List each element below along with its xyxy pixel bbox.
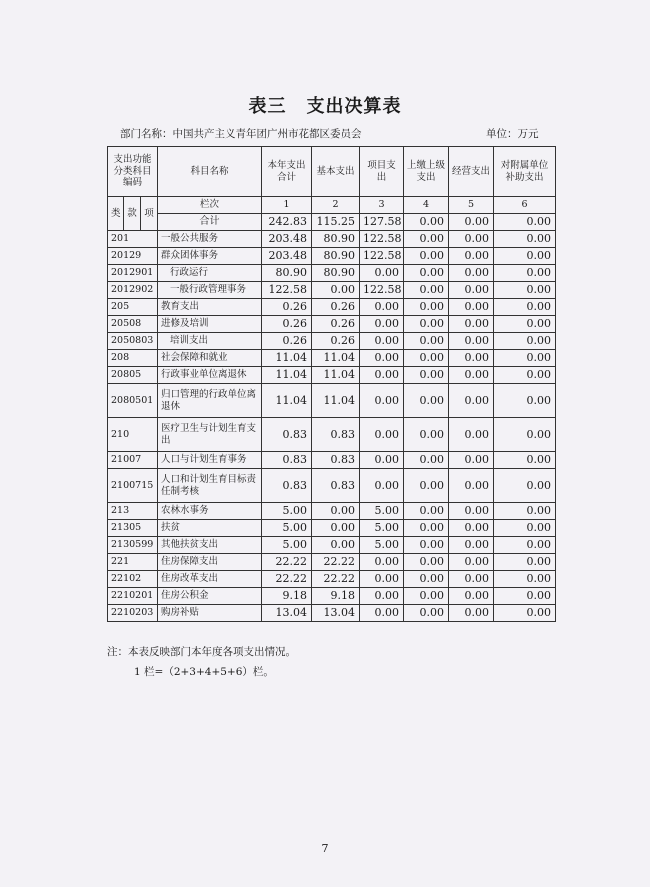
header-project: 项目支出 bbox=[360, 147, 404, 197]
col-number: 4 bbox=[404, 197, 449, 214]
row-code: 21007 bbox=[108, 452, 158, 469]
row-value: 0.00 bbox=[449, 418, 494, 452]
row-name: 人口和计划生育目标责任制考核 bbox=[158, 469, 262, 503]
row-value: 0.00 bbox=[360, 554, 404, 571]
row-value: 0.00 bbox=[404, 537, 449, 554]
row-code: 2012901 bbox=[108, 265, 158, 282]
row-value: 80.90 bbox=[312, 231, 360, 248]
row-value: 0.00 bbox=[494, 367, 556, 384]
table-row bbox=[108, 520, 556, 537]
title-table-number: 表三 bbox=[248, 96, 287, 117]
row-name: 扶贫 bbox=[158, 520, 262, 537]
row-value: 0.26 bbox=[262, 316, 312, 333]
table-row bbox=[108, 299, 556, 316]
row-value: 0.00 bbox=[494, 333, 556, 350]
row-value: 11.04 bbox=[312, 384, 360, 418]
row-value: 0.26 bbox=[312, 333, 360, 350]
row-value: 0.00 bbox=[404, 316, 449, 333]
column-number-row bbox=[108, 197, 556, 214]
row-value: 0.00 bbox=[360, 367, 404, 384]
row-code: 2050803 bbox=[108, 333, 158, 350]
row-value: 0.00 bbox=[312, 282, 360, 299]
label-kuan: 款 bbox=[124, 197, 141, 231]
row-value: 0.00 bbox=[449, 469, 494, 503]
table-row bbox=[108, 571, 556, 588]
row-value: 0.00 bbox=[449, 333, 494, 350]
row-value: 80.90 bbox=[262, 265, 312, 282]
header-total: 本年支出合计 bbox=[262, 147, 312, 197]
header-basic: 基本支出 bbox=[312, 147, 360, 197]
row-name: 医疗卫生与计划生育支出 bbox=[158, 418, 262, 452]
row-value: 0.00 bbox=[494, 316, 556, 333]
row-value: 0.00 bbox=[360, 588, 404, 605]
row-value: 5.00 bbox=[360, 537, 404, 554]
row-value: 0.00 bbox=[360, 333, 404, 350]
row-value: 0.00 bbox=[360, 418, 404, 452]
row-value: 0.00 bbox=[360, 350, 404, 367]
row-code: 2210203 bbox=[108, 605, 158, 622]
row-name: 归口管理的行政单位离退休 bbox=[158, 384, 262, 418]
table-row bbox=[108, 316, 556, 333]
row-value: 0.00 bbox=[360, 265, 404, 282]
row-value: 22.22 bbox=[312, 571, 360, 588]
row-value: 0.00 bbox=[494, 588, 556, 605]
total-cell: 0.00 bbox=[494, 214, 556, 231]
row-name: 住房公积金 bbox=[158, 588, 262, 605]
row-name: 一般行政管理事务 bbox=[158, 282, 262, 299]
row-value: 22.22 bbox=[312, 554, 360, 571]
row-value: 122.58 bbox=[360, 248, 404, 265]
row-value: 0.00 bbox=[404, 503, 449, 520]
row-value: 0.00 bbox=[404, 248, 449, 265]
table-row bbox=[108, 588, 556, 605]
row-name: 住房改革支出 bbox=[158, 571, 262, 588]
row-value: 0.00 bbox=[494, 248, 556, 265]
total-row bbox=[108, 214, 556, 231]
row-value: 0.00 bbox=[494, 520, 556, 537]
row-name: 一般公共服务 bbox=[158, 231, 262, 248]
row-value: 80.90 bbox=[312, 248, 360, 265]
row-value: 0.00 bbox=[494, 282, 556, 299]
row-value: 0.00 bbox=[494, 554, 556, 571]
row-value: 0.00 bbox=[360, 571, 404, 588]
row-name: 培训支出 bbox=[158, 333, 262, 350]
row-code: 205 bbox=[108, 299, 158, 316]
row-value: 0.00 bbox=[494, 350, 556, 367]
table-row bbox=[108, 248, 556, 265]
header-subsidy: 对附属单位补助支出 bbox=[494, 147, 556, 197]
row-code: 210 bbox=[108, 418, 158, 452]
row-value: 11.04 bbox=[262, 367, 312, 384]
table-row bbox=[108, 265, 556, 282]
row-name: 教育支出 bbox=[158, 299, 262, 316]
row-value: 0.00 bbox=[449, 537, 494, 554]
row-name: 住房保障支出 bbox=[158, 554, 262, 571]
row-value: 80.90 bbox=[312, 265, 360, 282]
row-value: 0.00 bbox=[449, 231, 494, 248]
header-upper: 上缴上级支出 bbox=[404, 147, 449, 197]
total-cell: 115.25 bbox=[312, 214, 360, 231]
row-value: 0.00 bbox=[449, 588, 494, 605]
formula-text: 1 栏=（2+3+4+5+6）栏。 bbox=[134, 666, 274, 678]
row-value: 0.00 bbox=[312, 537, 360, 554]
unit-label: 单位：万元 bbox=[486, 128, 539, 140]
row-value: 0.00 bbox=[449, 316, 494, 333]
row-value: 0.00 bbox=[404, 418, 449, 452]
row-value: 0.00 bbox=[494, 571, 556, 588]
row-code: 2012902 bbox=[108, 282, 158, 299]
row-value: 0.00 bbox=[404, 350, 449, 367]
row-value: 0.00 bbox=[449, 554, 494, 571]
label-lei: 类 bbox=[108, 197, 124, 231]
row-value: 0.00 bbox=[404, 571, 449, 588]
row-name: 群众团体事务 bbox=[158, 248, 262, 265]
row-value: 11.04 bbox=[312, 367, 360, 384]
total-cell: 0.00 bbox=[404, 214, 449, 231]
label-lanci: 栏次 bbox=[158, 197, 262, 214]
row-value: 5.00 bbox=[360, 503, 404, 520]
title-table-name: 支出决算表 bbox=[306, 96, 402, 117]
row-name: 社会保障和就业 bbox=[158, 350, 262, 367]
row-value: 0.00 bbox=[449, 282, 494, 299]
row-value: 0.00 bbox=[449, 265, 494, 282]
total-cell: 0.00 bbox=[449, 214, 494, 231]
row-code: 208 bbox=[108, 350, 158, 367]
row-value: 122.58 bbox=[360, 231, 404, 248]
row-value: 0.00 bbox=[449, 503, 494, 520]
row-value: 0.00 bbox=[312, 520, 360, 537]
row-value: 0.00 bbox=[312, 503, 360, 520]
header-row bbox=[108, 147, 556, 197]
total-cell: 127.58 bbox=[360, 214, 404, 231]
row-value: 0.00 bbox=[449, 350, 494, 367]
row-code: 213 bbox=[108, 503, 158, 520]
row-value: 0.00 bbox=[360, 605, 404, 622]
row-value: 0.00 bbox=[494, 231, 556, 248]
note-text: 注：本表反映部门本年度各项支出情况。 bbox=[107, 646, 296, 658]
row-value: 22.22 bbox=[262, 571, 312, 588]
row-code: 20508 bbox=[108, 316, 158, 333]
table-row bbox=[108, 231, 556, 248]
row-value: 0.00 bbox=[360, 452, 404, 469]
col-number: 3 bbox=[360, 197, 404, 214]
row-value: 0.00 bbox=[404, 231, 449, 248]
row-value: 122.58 bbox=[262, 282, 312, 299]
row-value: 0.83 bbox=[312, 452, 360, 469]
table-row bbox=[108, 537, 556, 554]
row-value: 0.00 bbox=[449, 384, 494, 418]
table-row bbox=[108, 384, 556, 418]
row-value: 0.00 bbox=[494, 503, 556, 520]
total-cell: 242.83 bbox=[262, 214, 312, 231]
row-name: 其他扶贫支出 bbox=[158, 537, 262, 554]
row-name: 购房补贴 bbox=[158, 605, 262, 622]
row-value: 0.00 bbox=[404, 384, 449, 418]
expenditure-table bbox=[107, 146, 556, 622]
row-name: 人口与计划生育事务 bbox=[158, 452, 262, 469]
row-value: 9.18 bbox=[262, 588, 312, 605]
row-value: 0.00 bbox=[449, 248, 494, 265]
col-number: 5 bbox=[449, 197, 494, 214]
row-value: 0.00 bbox=[360, 469, 404, 503]
row-value: 22.22 bbox=[262, 554, 312, 571]
row-code: 20129 bbox=[108, 248, 158, 265]
row-value: 0.83 bbox=[312, 418, 360, 452]
row-value: 0.00 bbox=[494, 299, 556, 316]
row-value: 122.58 bbox=[360, 282, 404, 299]
table-row bbox=[108, 452, 556, 469]
row-value: 0.00 bbox=[494, 418, 556, 452]
table-row bbox=[108, 350, 556, 367]
row-value: 203.48 bbox=[262, 231, 312, 248]
row-code: 21305 bbox=[108, 520, 158, 537]
row-value: 0.83 bbox=[262, 469, 312, 503]
row-value: 13.04 bbox=[262, 605, 312, 622]
row-value: 0.00 bbox=[404, 588, 449, 605]
row-value: 0.00 bbox=[404, 554, 449, 571]
row-code: 2080501 bbox=[108, 384, 158, 418]
label-xiang: 项 bbox=[141, 197, 158, 231]
row-name: 农林水事务 bbox=[158, 503, 262, 520]
row-value: 0.00 bbox=[494, 452, 556, 469]
row-code: 20805 bbox=[108, 367, 158, 384]
row-value: 11.04 bbox=[262, 384, 312, 418]
table-row bbox=[108, 282, 556, 299]
row-value: 0.83 bbox=[312, 469, 360, 503]
row-value: 0.00 bbox=[494, 265, 556, 282]
row-value: 0.00 bbox=[404, 605, 449, 622]
row-code: 2210201 bbox=[108, 588, 158, 605]
col-number: 2 bbox=[312, 197, 360, 214]
row-value: 0.00 bbox=[449, 452, 494, 469]
row-value: 0.26 bbox=[312, 316, 360, 333]
table-row bbox=[108, 554, 556, 571]
row-value: 5.00 bbox=[262, 520, 312, 537]
row-value: 0.00 bbox=[360, 384, 404, 418]
row-value: 0.00 bbox=[449, 571, 494, 588]
table-row bbox=[108, 605, 556, 622]
row-name: 行政事业单位离退休 bbox=[158, 367, 262, 384]
row-value: 0.83 bbox=[262, 418, 312, 452]
row-value: 13.04 bbox=[312, 605, 360, 622]
table-body bbox=[108, 231, 556, 622]
table-row bbox=[108, 367, 556, 384]
row-value: 0.00 bbox=[404, 452, 449, 469]
row-value: 0.00 bbox=[494, 605, 556, 622]
col-number: 6 bbox=[494, 197, 556, 214]
row-value: 11.04 bbox=[262, 350, 312, 367]
total-label: 合计 bbox=[158, 214, 262, 231]
col-number: 1 bbox=[262, 197, 312, 214]
row-code: 2130599 bbox=[108, 537, 158, 554]
row-value: 0.00 bbox=[404, 282, 449, 299]
row-name: 行政运行 bbox=[158, 265, 262, 282]
row-value: 203.48 bbox=[262, 248, 312, 265]
row-value: 0.00 bbox=[494, 469, 556, 503]
row-value: 0.26 bbox=[262, 299, 312, 316]
row-value: 0.26 bbox=[312, 299, 360, 316]
row-value: 0.00 bbox=[449, 299, 494, 316]
row-name: 进修及培训 bbox=[158, 316, 262, 333]
row-value: 0.00 bbox=[360, 316, 404, 333]
row-value: 5.00 bbox=[262, 537, 312, 554]
row-value: 0.00 bbox=[404, 333, 449, 350]
row-code: 221 bbox=[108, 554, 158, 571]
row-value: 9.18 bbox=[312, 588, 360, 605]
row-value: 0.26 bbox=[262, 333, 312, 350]
row-value: 5.00 bbox=[262, 503, 312, 520]
row-value: 0.00 bbox=[449, 520, 494, 537]
row-value: 0.00 bbox=[494, 537, 556, 554]
row-code: 22102 bbox=[108, 571, 158, 588]
row-value: 0.00 bbox=[404, 265, 449, 282]
table-row bbox=[108, 333, 556, 350]
table-row bbox=[108, 503, 556, 520]
department-label: 部门名称：中国共产主义青年团广州市花都区委员会 bbox=[120, 128, 362, 140]
row-value: 0.00 bbox=[404, 469, 449, 503]
row-value: 0.00 bbox=[404, 367, 449, 384]
row-code: 201 bbox=[108, 231, 158, 248]
row-value: 0.00 bbox=[404, 299, 449, 316]
header-operating: 经营支出 bbox=[449, 147, 494, 197]
document-title bbox=[0, 92, 650, 118]
row-code: 2100715 bbox=[108, 469, 158, 503]
row-value: 5.00 bbox=[360, 520, 404, 537]
row-value: 0.00 bbox=[360, 299, 404, 316]
table-row bbox=[108, 469, 556, 503]
row-value: 0.83 bbox=[262, 452, 312, 469]
table-row bbox=[108, 418, 556, 452]
header-name: 科目名称 bbox=[158, 147, 262, 197]
row-value: 0.00 bbox=[449, 367, 494, 384]
row-value: 11.04 bbox=[312, 350, 360, 367]
row-value: 0.00 bbox=[404, 520, 449, 537]
page-number: 7 bbox=[321, 842, 329, 855]
row-value: 0.00 bbox=[449, 605, 494, 622]
header-code: 支出功能分类科目编码 bbox=[108, 147, 158, 197]
row-value: 0.00 bbox=[494, 384, 556, 418]
